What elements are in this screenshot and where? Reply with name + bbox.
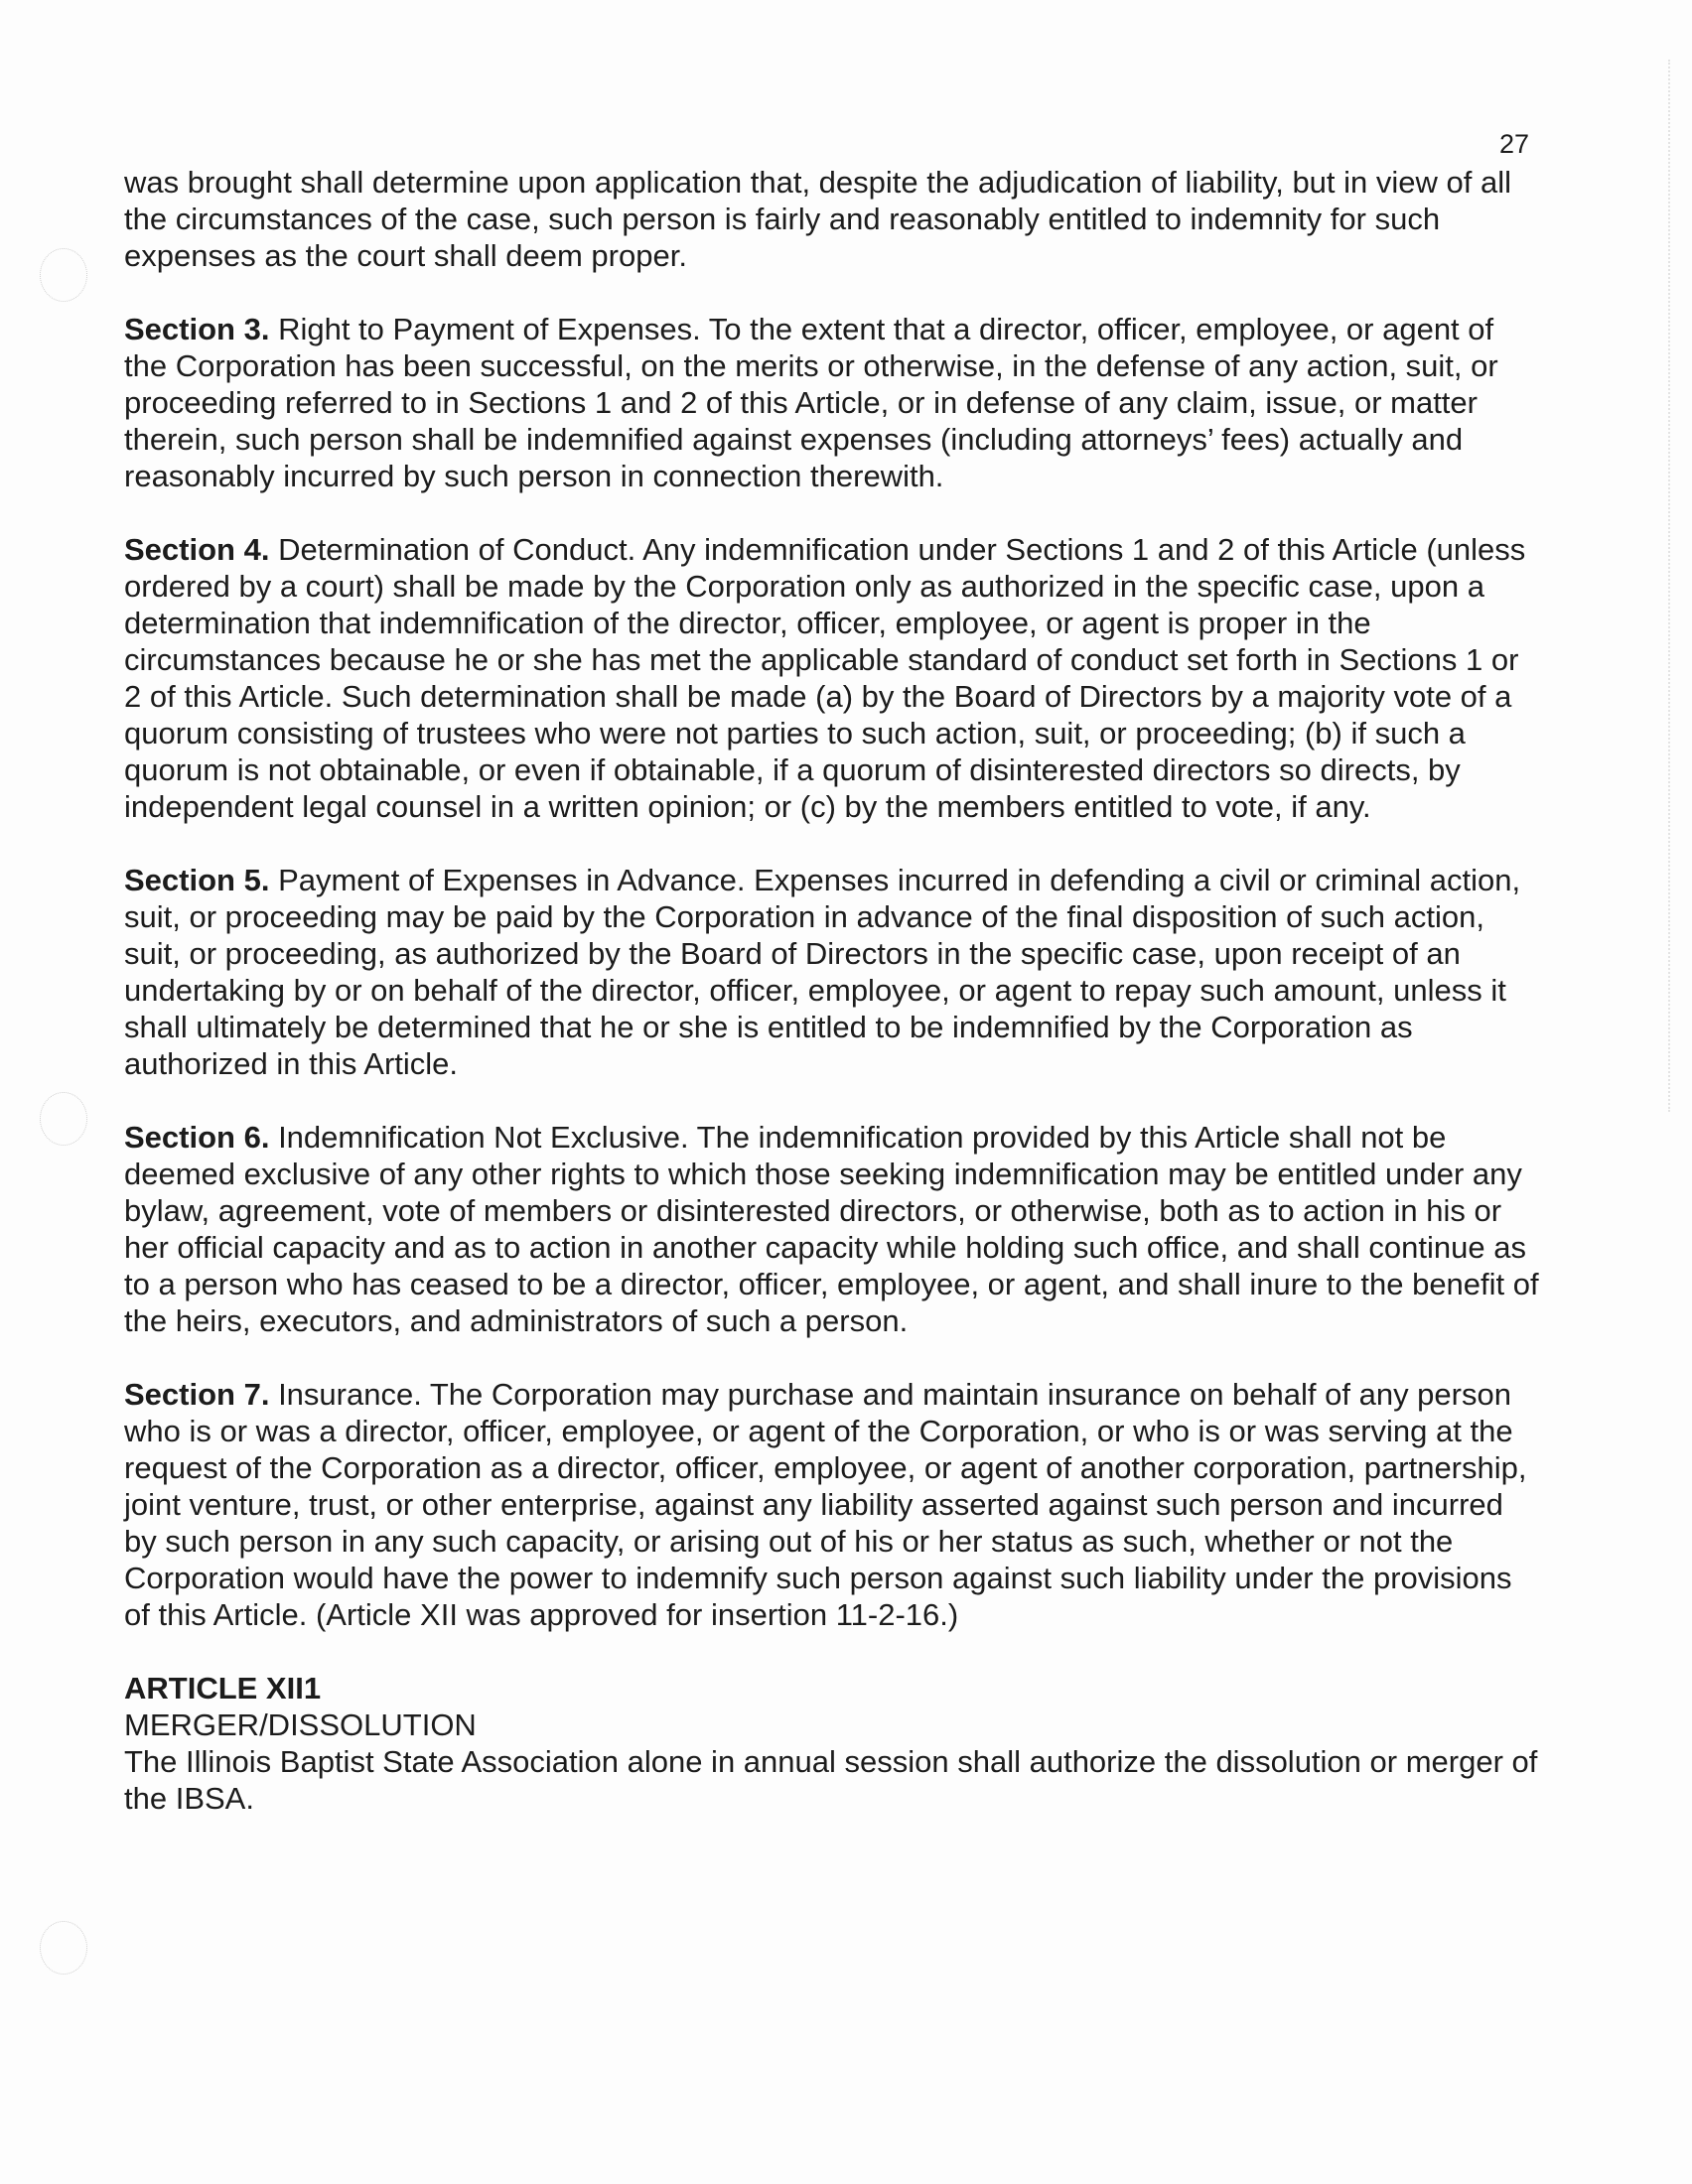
punch-hole-top	[40, 248, 87, 302]
section-3-label: Section 3.	[124, 312, 270, 346]
article-subheading: MERGER/DISSOLUTION	[124, 1707, 477, 1742]
section-3-text: Right to Payment of Expenses. To the extent that a director, officer, employee, or agent of the Corporation has been successful, on the merits or otherwise, in the defense of any action, suit, or proceeding referred to in Sections 1 and 2 of this Article, or in defense of any claim, issue, or matter therein, such person shall be indemnified against expenses (including attorneys’ fees) actually and reasonably incurred by such person in connection therewith.	[124, 312, 1498, 493]
article-text: The Illinois Baptist State Association alone in annual session shall authorize the dissolution or merger of the IBSA.	[124, 1744, 1538, 1816]
article-block	[124, 1670, 1544, 1817]
intro-paragraph: was brought shall determine upon application that, despite the adjudication of liability, but in view of all the circumstances of the case, such person is fairly and reasonably entitled to indemnity for such expenses as the court shall deem proper.	[124, 165, 1511, 273]
section-6-paragraph	[124, 1119, 1544, 1339]
document-body	[124, 164, 1544, 1817]
punch-hole-bottom	[40, 1921, 87, 1975]
section-4-label: Section 4.	[124, 532, 270, 567]
section-7-text: Insurance. The Corporation may purchase and maintain insurance on behalf of any person who is or was a director, officer, employee, or agent of the Corporation, or who is or was serving at the request of the Corporation as a director, officer, employee, or agent of another corporation, partnership, joint venture, trust, or other enterprise, against any liability asserted against such person and incurred by such person in any such capacity, or arising out of his or her status as such, whether or not the Corporation would have the power to indemnify such person against such liability under the provisions of this Article. (Article XII was approved for insertion 11-2-16.)	[124, 1377, 1527, 1632]
article-heading: ARTICLE XII1	[124, 1671, 322, 1706]
section-7-label: Section 7.	[124, 1377, 270, 1412]
section-3-paragraph	[124, 311, 1544, 494]
section-5-text: Payment of Expenses in Advance. Expenses incurred in defending a civil or criminal action, suit, or proceeding may be paid by the Corporation in advance of the final disposition of such action, suit, or proceeding, as authorized by the Board of Directors in the specific case, upon receipt of an undertaking by or on behalf of the director, officer, employee, or agent to repay such amount, unless it shall ultimately be determined that he or she is entitled to be indemnified by the Corporation as authorized in this Article.	[124, 863, 1521, 1081]
section-7-paragraph	[124, 1376, 1544, 1633]
section-4-paragraph	[124, 531, 1544, 825]
section-6-text: Indemnification Not Exclusive. The indemnification provided by this Article shall not be deemed exclusive of any other rights to which those seeking indemnification may be entitled under any bylaw, agreement, vote of members or disinterested directors, or otherwise, both as to action in his or her official capacity and as to action in another capacity while holding such office, and shall continue as to a person who has ceased to be a director, officer, employee, or agent, and shall inure to the benefit of the heirs, executors, and administrators of such a person.	[124, 1120, 1539, 1338]
punch-hole-middle	[40, 1092, 87, 1146]
page-number: 27	[1499, 129, 1530, 159]
section-5-label: Section 5.	[124, 863, 270, 897]
section-4-text: Determination of Conduct. Any indemnification under Sections 1 and 2 of this Article (unless ordered by a court) shall be made by the Corporation only as authorized in the specific case, upon a determination that indemnification of the director, officer, employee, or agent is proper in the circumstances because he or she has met the applicable standard of conduct set forth in Sections 1 or 2 of this Article. Such determination shall be made (a) by the Board of Directors by a majority vote of a quorum consisting of trustees who were not parties to such action, suit, or proceeding; (b) if such a quorum is not obtainable, or even if obtainable, if a quorum of disinterested directors so directs, by independent legal counsel in a written opinion; or (c) by the members entitled to vote, if any.	[124, 532, 1526, 824]
scan-edge-artifact	[1668, 60, 1672, 1112]
section-6-label: Section 6.	[124, 1120, 270, 1155]
section-5-paragraph	[124, 862, 1544, 1082]
